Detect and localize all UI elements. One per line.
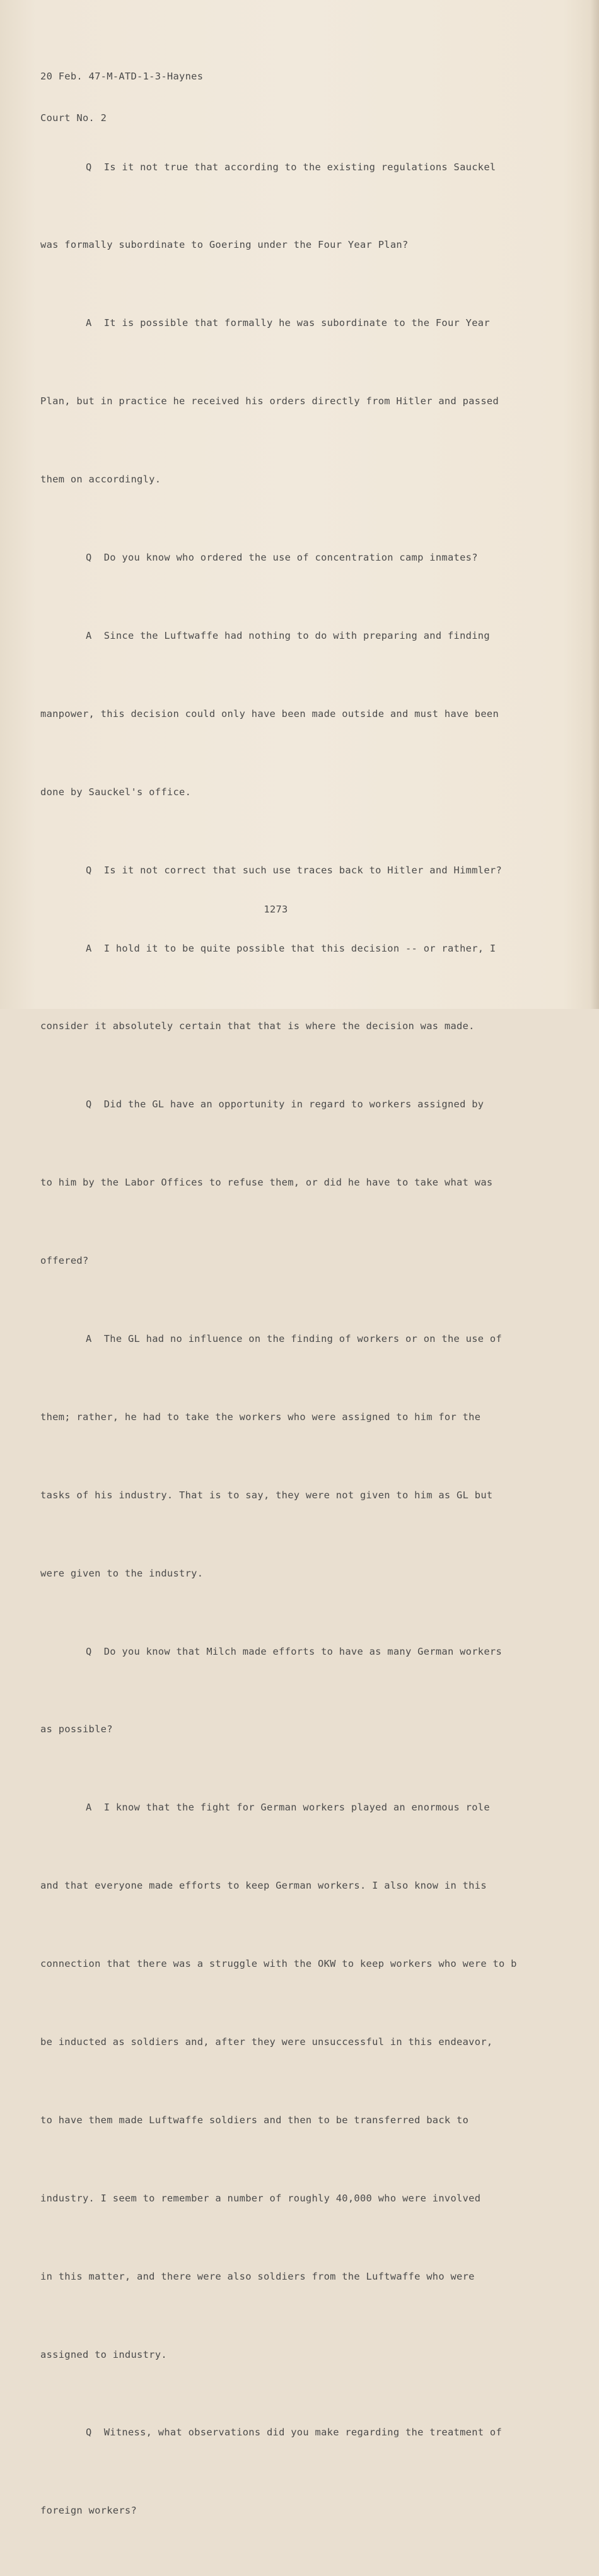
transcript-line: A The GL had no influence on the finding of workers or on the use of <box>86 1332 503 1344</box>
transcript-line: offered? <box>40 1255 89 1267</box>
transcript-line: was formally subordinate to Goering under the Four Year Plan? <box>40 239 409 251</box>
transcript-line: consider it absolutely certain that that is where the decision was made. <box>40 1020 475 1032</box>
transcript-body <box>40 102 583 2576</box>
transcript-line: were given to the industry. <box>40 1567 204 1579</box>
transcript-line: and that everyone made efforts to keep German workers. I also know in this <box>40 1880 487 1892</box>
transcript-line: Plan, but in practice he received his orders directly from Hitler and passed <box>40 395 499 407</box>
transcript-line: Q Did the GL have an opportunity in regard to workers assigned by <box>86 1099 484 1110</box>
transcript-line: A I know that the fight for German workers played an enormous role <box>86 1802 490 1814</box>
header-reference-line: 20 Feb. 47-M-ATD-1-3-Haynes <box>40 71 204 82</box>
transcript-line: A I hold it to be quite possible that this decision -- or rather, I <box>86 942 496 954</box>
transcript-line: A It is possible that formally he was subordinate to the Four Year <box>86 317 490 329</box>
transcript-line: foreign workers? <box>40 2505 137 2517</box>
transcript-line: Q Is it not true that according to the existing regulations Sauckel <box>86 161 496 173</box>
page-number: 1273 <box>264 904 288 915</box>
transcript-line: assigned to industry. <box>40 2348 167 2360</box>
transcript-line: industry. I seem to remember a number of roughly 40,000 who were involved <box>40 2192 481 2204</box>
transcript-line: Q Is it not correct that such use traces back to Hitler and Himmler? <box>86 864 503 876</box>
transcript-line: Q Do you know that Milch made efforts to have as many German workers <box>86 1645 503 1657</box>
transcript-line: to have them made Luftwaffe soldiers and then to be transferred back to <box>40 2114 469 2126</box>
transcript-line: be inducted as soldiers and, after they were unsuccessful in this endeavor, <box>40 2036 493 2048</box>
transcript-line: to him by the Labor Offices to refuse them, or did he have to take what was <box>40 1177 493 1189</box>
transcript-line: manpower, this decision could only have been made outside and must have been <box>40 708 499 720</box>
transcript-line: Q Do you know who ordered the use of concentration camp inmates? <box>86 552 478 564</box>
transcript-line: A Since the Luftwaffe had nothing to do with preparing and finding <box>86 629 490 641</box>
header-court-line: Court No. 2 <box>40 112 107 124</box>
transcript-line: Q Witness, what observations did you make regarding the treatment of <box>86 2427 503 2439</box>
transcript-line: tasks of his industry. That is to say, they were not given to him as GL but <box>40 1489 493 1501</box>
page-edge-shadow <box>590 0 599 1009</box>
transcript-line: connection that there was a struggle with the OKW to keep workers who were to b <box>40 1958 517 1970</box>
transcript-line: in this matter, and there were also soldiers from the Luftwaffe who were <box>40 2270 475 2282</box>
transcript-line: done by Sauckel's office. <box>40 786 192 798</box>
transcript-line: them; rather, he had to take the workers who were assigned to him for the <box>40 1411 481 1423</box>
transcript-line: as possible? <box>40 1723 113 1735</box>
transcript-line: them on accordingly. <box>40 474 161 486</box>
